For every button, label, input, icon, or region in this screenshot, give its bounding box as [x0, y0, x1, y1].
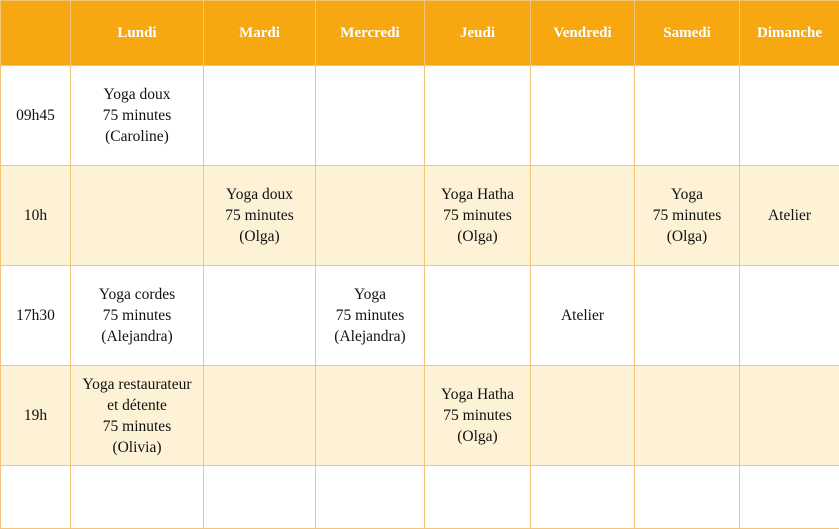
time-cell — [1, 466, 71, 529]
class-text-line: (Caroline) — [73, 126, 201, 147]
class-cell — [316, 466, 425, 529]
header-row — [1, 1, 839, 66]
schedule-body — [1, 66, 839, 529]
class-cell — [635, 366, 740, 466]
class-cell — [635, 266, 740, 366]
class-cell — [71, 66, 204, 166]
class-cell — [740, 466, 839, 529]
class-cell — [531, 66, 635, 166]
class-cell — [531, 166, 635, 266]
class-text-line: (Alejandra) — [73, 326, 201, 347]
class-text-line: (Olga) — [206, 226, 313, 247]
class-cell — [425, 266, 531, 366]
day-header-lundi: Lundi — [71, 1, 204, 66]
class-text-line: (Alejandra) — [318, 326, 422, 347]
table-row — [1, 166, 839, 266]
class-text-line: Yoga restaurateur — [73, 374, 201, 395]
class-text-line: Yoga — [318, 284, 422, 305]
class-cell — [740, 66, 839, 166]
class-cell — [635, 166, 740, 266]
time-cell: 09h45 — [1, 66, 71, 166]
class-text-line: 75 minutes — [427, 405, 528, 426]
time-cell: 19h — [1, 366, 71, 466]
day-header-vendredi: Vendredi — [531, 1, 635, 66]
day-header-mardi: Mardi — [204, 1, 316, 66]
class-cell — [740, 366, 839, 466]
class-cell — [204, 466, 316, 529]
class-text-line: 75 minutes — [73, 416, 201, 437]
class-cell — [425, 66, 531, 166]
class-text-line: 75 minutes — [318, 305, 422, 326]
class-text-line: Atelier — [742, 205, 837, 226]
class-cell — [635, 66, 740, 166]
class-cell — [316, 266, 425, 366]
class-text-line: Yoga doux — [206, 184, 313, 205]
class-cell — [204, 66, 316, 166]
class-text-line: (Olga) — [427, 426, 528, 447]
class-text-line: Yoga Hatha — [427, 384, 528, 405]
class-cell — [204, 166, 316, 266]
class-cell — [71, 166, 204, 266]
day-header-mercredi: Mercredi — [316, 1, 425, 66]
class-text-line: (Olga) — [637, 226, 737, 247]
class-text-line: 75 minutes — [73, 105, 201, 126]
class-cell — [316, 66, 425, 166]
table-row — [1, 266, 839, 366]
class-cell — [531, 466, 635, 529]
class-cell — [531, 366, 635, 466]
class-cell — [740, 266, 839, 366]
class-text-line: (Olga) — [427, 226, 528, 247]
table-row — [1, 66, 839, 166]
class-text-line: Yoga cordes — [73, 284, 201, 305]
class-text-line: Yoga — [637, 184, 737, 205]
table-row — [1, 466, 839, 529]
header-corner — [1, 1, 71, 66]
time-cell: 10h — [1, 166, 71, 266]
table-row — [1, 366, 839, 466]
class-cell — [71, 466, 204, 529]
day-header-dimanche: Dimanche — [740, 1, 839, 66]
time-cell: 17h30 — [1, 266, 71, 366]
class-text-line: Yoga Hatha — [427, 184, 528, 205]
class-text-line: et détente — [73, 395, 201, 416]
class-text-line: Yoga doux — [73, 84, 201, 105]
class-text-line: 75 minutes — [73, 305, 201, 326]
class-cell — [204, 266, 316, 366]
class-cell — [316, 166, 425, 266]
class-text-line: (Olivia) — [73, 437, 201, 458]
class-cell — [316, 366, 425, 466]
day-header-jeudi: Jeudi — [425, 1, 531, 66]
class-cell — [425, 366, 531, 466]
class-cell — [425, 166, 531, 266]
class-cell — [204, 366, 316, 466]
class-cell — [635, 466, 740, 529]
class-text-line: 75 minutes — [206, 205, 313, 226]
class-cell — [425, 466, 531, 529]
class-cell — [71, 366, 204, 466]
class-text-line: 75 minutes — [427, 205, 528, 226]
class-cell — [531, 266, 635, 366]
day-header-samedi: Samedi — [635, 1, 740, 66]
class-text-line: 75 minutes — [637, 205, 737, 226]
class-cell — [71, 266, 204, 366]
class-text-line: Atelier — [533, 305, 632, 326]
class-cell — [740, 166, 839, 266]
